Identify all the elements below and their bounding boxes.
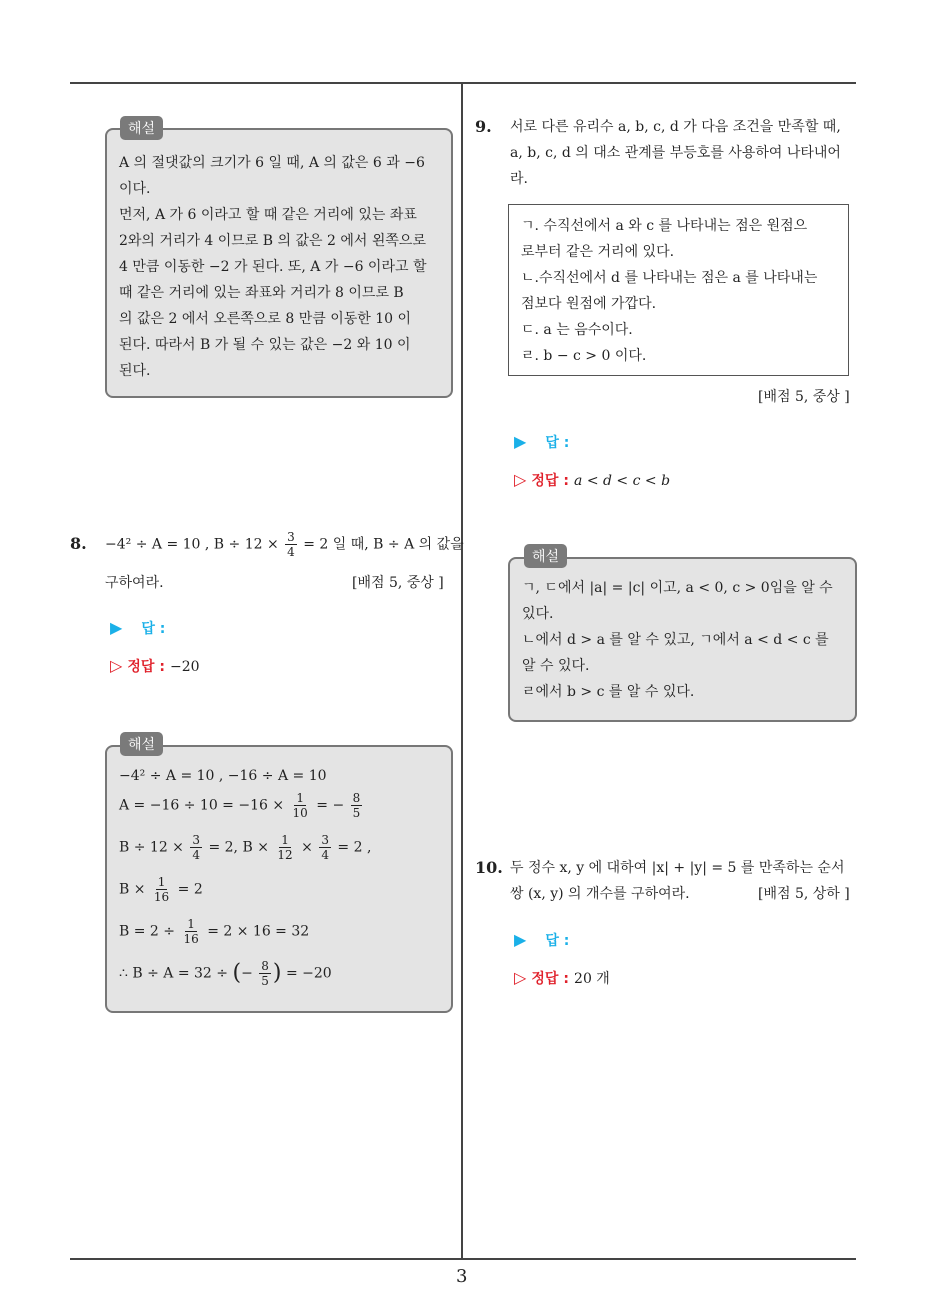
q8-text-b: = 2 일 때, B ÷ A 의 값을 bbox=[303, 536, 464, 553]
top-rule bbox=[70, 82, 856, 84]
correct-row-10 bbox=[514, 966, 610, 992]
solution-line: −4² ÷ A = 10 , −16 ÷ A = 10 bbox=[119, 768, 327, 784]
answer-label: 답 : bbox=[141, 621, 166, 637]
correct-value: a < d < c < b bbox=[574, 473, 671, 489]
question-8-text bbox=[105, 530, 464, 559]
solution-line: A = −16 ÷ 10 = −16 × $\frac{1}{10}$ = − $\frac{8}{5}$ bbox=[119, 791, 361, 820]
correct-label: 정답 : bbox=[531, 971, 569, 987]
solution-box-9 bbox=[508, 557, 857, 722]
play-triangle-icon: ▶ bbox=[514, 432, 527, 451]
solution-line: B × $\frac{1}{16}$ = 2 bbox=[119, 875, 203, 904]
question-number-10: 10. bbox=[475, 858, 503, 877]
correct-value: −20 bbox=[170, 659, 200, 675]
condition-line: ㄱ. 수직선에서 a 와 c 를 나타내는 점은 원점으 bbox=[521, 218, 808, 234]
question-10-score: [배점 5, 상하 ] bbox=[758, 886, 850, 902]
question-10-line2: 쌍 (x, y) 의 개수를 구하여라. bbox=[510, 886, 690, 902]
play-triangle-icon: ▶ bbox=[110, 618, 123, 637]
question-10-line1: 두 정수 x, y 에 대하여 |x| + |y| = 5 를 만족하는 순서 bbox=[510, 860, 845, 876]
condition-line: 점보다 원점에 가깝다. bbox=[521, 296, 657, 312]
solution-tag: 해설 bbox=[120, 732, 163, 756]
answer-row-10 bbox=[514, 930, 569, 950]
outline-triangle-icon: ▷ bbox=[514, 968, 527, 987]
condition-line: ㄹ. b − c > 0 이다. bbox=[521, 348, 647, 364]
solution-line: 먼저, A 가 6 이라고 할 때 같은 거리에 있는 좌표 bbox=[119, 207, 417, 223]
answer-row-8 bbox=[110, 618, 165, 638]
fraction: $\frac{3}{4}$ bbox=[287, 530, 295, 559]
answer-row-9 bbox=[514, 432, 569, 452]
solution-tag: 해설 bbox=[120, 116, 163, 140]
question-number-8: 8. bbox=[70, 534, 87, 553]
solution-line: 있다. bbox=[522, 606, 554, 622]
question-9-text: 서로 다른 유리수 a, b, c, d 가 다음 조건을 만족할 때, a, b, c, d 의 대소 관계를 부등호를 사용하여 나타내어 라. bbox=[510, 119, 841, 187]
question-9-score: [배점 5, 중상 ] bbox=[758, 389, 850, 405]
page-number: 3 bbox=[456, 1266, 468, 1287]
solution-line: 된다. bbox=[119, 363, 151, 379]
correct-row-9 bbox=[514, 468, 670, 494]
solution-line: ㄱ, ㄷ에서 |a| = |c| 이고, a < 0, c > 0임을 알 수 bbox=[522, 580, 833, 596]
correct-label: 정답 : bbox=[531, 473, 569, 489]
solution-line: 이다. bbox=[119, 181, 151, 197]
answer-label: 답 : bbox=[545, 435, 570, 451]
solution-line: 때 같은 거리에 있는 좌표와 거리가 8 이므로 B bbox=[119, 285, 404, 301]
question-8-score: [배점 5, 중상 ] bbox=[352, 575, 444, 591]
answer-label: 답 : bbox=[545, 933, 570, 949]
solution-line: 된다. 따라서 B 가 될 수 있는 값은 −2 와 10 이 bbox=[119, 337, 411, 353]
play-triangle-icon: ▶ bbox=[514, 930, 527, 949]
solution-line: ∴ B ÷ A = 32 ÷ (− $\frac{8}{5}$ ) = −20 bbox=[119, 959, 332, 988]
solution-line: 4 만큼 이동한 −2 가 된다. 또, A 가 −6 이라고 할 bbox=[119, 259, 427, 275]
condition-line: ㄷ. a 는 음수이다. bbox=[521, 322, 633, 338]
solution-line: 알 수 있다. bbox=[522, 658, 590, 674]
correct-label: 정답 : bbox=[127, 659, 165, 675]
q8-text-a: −4² ÷ A = 10 , B ÷ 12 × bbox=[105, 536, 279, 553]
solution-line: 의 값은 2 에서 오른쪽으로 8 만큼 이동한 10 이 bbox=[119, 311, 412, 327]
solution-line: B = 2 ÷ $\frac{1}{16}$ = 2 × 16 = 32 bbox=[119, 917, 310, 946]
outline-triangle-icon: ▷ bbox=[110, 656, 123, 675]
correct-row-8 bbox=[110, 654, 200, 680]
question-8-line2: 구하여라. bbox=[105, 575, 164, 591]
solution-tag: 해설 bbox=[524, 544, 567, 568]
solution-line: ㄹ에서 b > c 를 알 수 있다. bbox=[522, 684, 695, 700]
conditions-box bbox=[508, 204, 849, 376]
solution-box-8 bbox=[105, 745, 453, 1013]
correct-value: 20 개 bbox=[574, 971, 610, 987]
solution-line: ㄴ에서 d > a 를 알 수 있고, ㄱ에서 a < d < c 를 bbox=[522, 632, 829, 648]
solution-line: B ÷ 12 × $\frac{3}{4}$ = 2, B × $\frac{1}{12}$ × $\frac{3}{4}$ = 2 , bbox=[119, 833, 372, 862]
solution-box-7 bbox=[105, 128, 453, 398]
bottom-rule bbox=[70, 1258, 856, 1260]
solution-line: 2와의 거리가 4 이므로 B 의 값은 2 에서 왼쪽으로 bbox=[119, 233, 426, 249]
condition-line: ㄴ.수직선에서 d 를 나타내는 점은 a 를 나타내는 bbox=[521, 270, 818, 286]
column-divider bbox=[461, 83, 463, 1259]
outline-triangle-icon: ▷ bbox=[514, 470, 527, 489]
condition-line: 로부터 같은 거리에 있다. bbox=[521, 244, 675, 260]
question-number-9: 9. bbox=[475, 117, 492, 136]
solution-line: A 의 절댓값의 크기가 6 일 때, A 의 값은 6 과 −6 bbox=[119, 155, 425, 171]
